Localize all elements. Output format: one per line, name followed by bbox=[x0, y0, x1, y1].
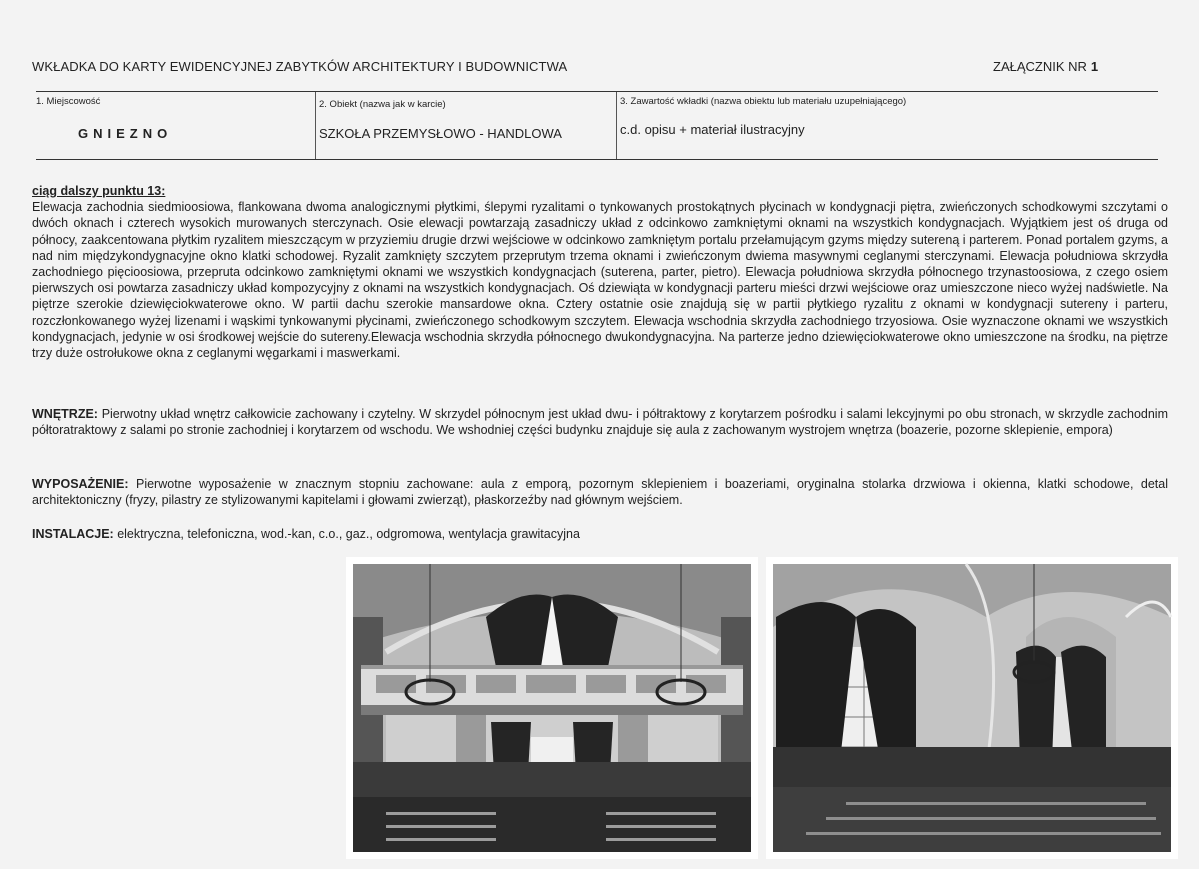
table-top-rule bbox=[36, 91, 1158, 92]
interiors-section bbox=[32, 406, 1168, 438]
object-label: 2. Obiekt (nazwa jak w karcie) bbox=[319, 99, 446, 110]
content-label: 3. Zawartość wkładki (nazwa obiektu lub materiału uzupełniającego) bbox=[620, 96, 907, 107]
continuation-section bbox=[32, 183, 1168, 361]
locality-label: 1. Miejscowość bbox=[36, 96, 101, 107]
object-value: SZKOŁA PRZEMYSŁOWO - HANDLOWA bbox=[319, 126, 562, 141]
interiors-text: Pierwotny układ wnętrz całkowicie zachowany i czytelny. W skrzydel północnym jest układ dwu- i półtraktowy z korytarzem pośrodku i salami lekcyjnymi po obu stronach, w skrzydle zachodnim półtoratraktowy z salami po stronie zachodniej i korytarzem od wschodu. We wshodniej części budynku znajduje się aula z zachowanym wystrojem wnętrza (boazerie, pozorne sklepienie, empora) bbox=[32, 407, 1168, 438]
furnishings-heading: WYPOSAŻENIE: bbox=[32, 477, 129, 491]
continuation-heading: ciąg dalszy punktu 13: bbox=[32, 184, 166, 198]
furnishings-text: Pierwotne wyposażenie w znacznym stopniu zachowane: aula z emporą, pozornym sklepieniem i boazeriami, oryginalna stolarka drzwiowa i okienna, klatki schodowe, detal architektoniczny (fryzy, pilastry ze stylizowanymi kapitelami i głowami zwierząt), płaskorzeźby nad głównym wejściem. bbox=[32, 477, 1168, 508]
installations-text: elektryczna, telefoniczna, wod.-kan, c.o., gaz., odgromowa, wentylacja grawitacyjna bbox=[113, 527, 580, 541]
continuation-text: Elewacja zachodnia siedmioosiowa, flankowana dwoma analogicznymi płytkimi, ślepymi ryzalitami o tynkowanych prostokątnych płycinach w kondygnacji piętra, zwieńczonych schodkowymi szczytami o dwóch oknach i czterech wysokich murowanych sterczynach. Osie elewacji powtarzają zasadniczy układ z odcinkowo zamkniętymi oknami na wszystkich kondygnacjach. Wyjątkiem jest oś druga od północy, zaakcentowana płytkim ryzalitem mieszczącym w przyziemiu drugie drzwi wejściowe w odcinkowo zamkniętym portalu przełamującym gzyms między sutereną i parterem. Ponad portalem gzyms, a nad nim międzykondygnacyjne okno klatki schodowej. Ryzalit zamknięty szczytem przeprutym trzema oknami i zwieńczonym dwiema masywnymi ceglanymi sterczynami. Elewacja południowa skrzydła zachodniego pięcioosiowa, przepruta odcinkowo zamkniętymi oknami we wszystkich kondygnacjach (suterena, parter, pietro). Elewacja południowa skrzydła północnego trzynastoosiowa, z czego osiem pierwszych osi powtarza zasadniczy układ kompozycyjny z oknami na wszystkich kondygnacjach. Oś dziewiąta w kondygnacji parteru mieści drzwi wejściowe oraz umieszczone nieco wyżej nadświetle. Na piętrze szerokie dziewięciokwaterowe okno. W partii dachu szerokie mansardowe okna. Cztery ostatnie osie znajdują się w partii płytkiego ryzalitu z oknami w kondygnacji sutereny i parteru, rozczłonkowanego wyżej lizenami i wąskimi tynkowanymi płycinami, zwieńczonego schodkowym szczytem. Elewacja wschodnia skrzydła zachodniego trzyosiowa. Osie wyznaczone oknami we wszystkich kondygnacjach, jedynie w osi środkowej wejście do sutereny.Elewacja wschodnia skrzydła północnego dwukondygnacyjna. Na parterze jedno dziewięciokwaterowe okno umieszczone na środku, na piętrze trzy duże ostrołukowe okna z ceglanymi węgarkami i maswerkami. bbox=[32, 200, 1168, 361]
attachment-number bbox=[993, 59, 1098, 74]
aula-windows-image bbox=[766, 557, 1178, 859]
table-bottom-rule bbox=[36, 159, 1158, 160]
furnishings-section bbox=[32, 476, 1168, 508]
photo-aula-windows bbox=[766, 557, 1178, 859]
interiors-heading: WNĘTRZE: bbox=[32, 407, 98, 421]
content-value: c.d. opisu + materiał ilustracyjny bbox=[620, 122, 805, 137]
photo-aula-gallery bbox=[346, 557, 758, 859]
aula-gallery-image bbox=[346, 557, 758, 859]
installations-heading: INSTALACJE: bbox=[32, 527, 114, 541]
table-divider-1 bbox=[315, 92, 316, 159]
document-title: WKŁADKA DO KARTY EWIDENCYJNEJ ZABYTKÓW ARCHITEKTURY I BUDOWNICTWA bbox=[32, 59, 568, 74]
installations-section bbox=[32, 526, 1168, 542]
table-divider-2 bbox=[616, 92, 617, 159]
locality-value: GNIEZNO bbox=[78, 126, 173, 141]
attachment-value: 1 bbox=[1090, 59, 1099, 74]
attachment-label: ZAŁĄCZNIK NR bbox=[993, 59, 1087, 74]
